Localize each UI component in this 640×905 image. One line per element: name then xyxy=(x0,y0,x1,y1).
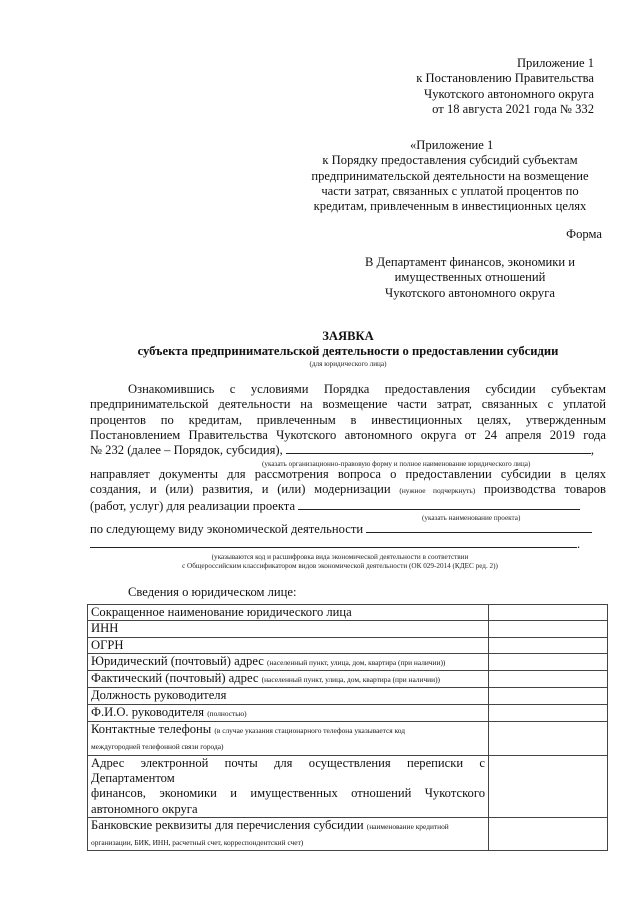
table-label-note: (наименование кредитной xyxy=(366,821,449,831)
table-value-cell[interactable] xyxy=(489,817,608,851)
table-label: Фактический (почтовый) адрес xyxy=(91,671,259,686)
table-label-cell xyxy=(88,817,489,851)
document-title xyxy=(90,329,606,369)
body-line-org xyxy=(90,443,606,458)
org-name-field[interactable] xyxy=(286,453,591,454)
body-text: (работ, услуг) для реализации проекта xyxy=(90,498,296,513)
table-row xyxy=(88,722,608,756)
table-row xyxy=(88,755,608,817)
body-line-project xyxy=(90,499,606,514)
table-label: Юридический (почтовый) адрес xyxy=(91,653,264,668)
table-label-note: (в случае указания стационарного телефона указывается код xyxy=(214,726,405,736)
table-value-cell[interactable] xyxy=(489,621,608,637)
table-label-note: организации, БИК, ИНН, расчетный счет, корреспондентский счет) xyxy=(91,838,304,848)
table-value-cell[interactable] xyxy=(489,704,608,721)
table-label-note: (полностью) xyxy=(207,708,247,718)
body-text: создания, и (или) развития, и (или) модернизации xyxy=(90,482,391,497)
table-row xyxy=(88,605,608,621)
body-paragraph-2 xyxy=(90,467,606,514)
recipient-block xyxy=(350,255,590,301)
table-label: ИНН xyxy=(88,621,489,637)
table-value-cell[interactable] xyxy=(489,653,608,670)
table-label-note: (населенный пункт, улица, дом, квартира (при наличии)) xyxy=(261,675,440,685)
table-label-cell xyxy=(88,653,489,670)
table-label: Банковские реквизиты для перечисления субсидии xyxy=(91,817,364,832)
table-row xyxy=(88,621,608,637)
table-value-cell[interactable] xyxy=(489,605,608,621)
table-value-cell[interactable] xyxy=(489,722,608,756)
procedure-header-line: «Приложение 1 xyxy=(410,138,494,152)
table-label: автономного округа xyxy=(91,801,198,816)
table-label-cell xyxy=(88,704,489,721)
procedure-header-line: предпринимательской деятельности на возмещение xyxy=(311,168,589,183)
project-name-field[interactable] xyxy=(298,509,580,510)
table-row xyxy=(88,704,608,721)
body-line: процентов по кредитам, привлеченным в инвестиционных целях, утвержденным xyxy=(90,412,606,427)
procedure-header-line: к Порядку предоставления субсидий субъектам xyxy=(322,153,578,168)
procedure-header xyxy=(300,138,600,214)
activity-note-line: (указываются код и расшифровка вида экономической деятельности в соответствии xyxy=(211,553,469,561)
table-value-cell[interactable] xyxy=(489,671,608,688)
legal-entity-table xyxy=(87,604,608,851)
table-value-cell[interactable] xyxy=(489,755,608,817)
body-line: предпринимательской деятельности на возмещение части затрат, связанных с уплатой xyxy=(90,397,606,412)
appendix-header-line: от 18 августа 2021 года № 332 xyxy=(432,101,594,116)
section-title: Сведения о юридическом лице: xyxy=(128,585,297,599)
body-text: по следующему виду экономической деятельности xyxy=(90,522,364,536)
appendix-header-line: к Постановлению Правительства xyxy=(416,71,594,86)
table-label-cell xyxy=(88,755,489,817)
table-value-cell[interactable] xyxy=(489,637,608,653)
appendix-header xyxy=(380,56,594,117)
body-text: производства товаров xyxy=(483,482,606,497)
table-label-cell xyxy=(88,722,489,756)
title-sub: субъекта предпринимательской деятельности о предоставлении субсидии xyxy=(137,344,559,359)
table-label-note: междугородней телефонной связи города) xyxy=(91,742,224,752)
appendix-header-line: Чукотского автономного округа xyxy=(424,86,594,101)
appendix-header-line: Приложение 1 xyxy=(516,56,594,70)
activity-note xyxy=(90,553,590,571)
table-label-note: (населенный пункт, улица, дом, квартира (при наличии)) xyxy=(267,657,446,667)
activity-field-continued[interactable] xyxy=(90,547,577,548)
table-label: Контактные телефоны xyxy=(91,722,212,737)
form-label: Форма xyxy=(566,227,602,241)
table-row xyxy=(88,653,608,670)
table-row xyxy=(88,688,608,704)
table-value-cell[interactable] xyxy=(489,688,608,704)
project-name-note: (указать наименование проекта) xyxy=(422,514,521,522)
recipient-line: Чукотского автономного округа xyxy=(385,285,555,300)
table-row xyxy=(88,637,608,653)
punctuation: , xyxy=(590,443,595,458)
table-row xyxy=(88,671,608,688)
body-line: Ознакомившись с условиями Порядка предоставления субсидии субъектам xyxy=(128,382,606,396)
title-main: ЗАЯВКА xyxy=(322,329,374,343)
body-line-purpose xyxy=(90,482,606,498)
table-label-cell xyxy=(88,671,489,688)
procedure-header-line: части затрат, связанных с уплатой процентов по xyxy=(321,183,579,198)
org-name-note: (указать организационно-правовую форму и полное наименование юридического лица) xyxy=(262,460,531,468)
table-label: Адрес электронной почты для осуществления переписки с Департаментом xyxy=(91,755,485,785)
punctuation: . xyxy=(577,537,581,551)
body-line: Постановлением Правительства Чукотского автономного округа от 24 апреля 2019 года xyxy=(90,427,606,442)
table-label: ОГРН xyxy=(88,637,489,653)
activity-line-2 xyxy=(90,537,606,552)
table-label: Сокращенное наименование юридического лица xyxy=(88,605,489,621)
body-text: № 232 (далее – Порядок, субсидия), xyxy=(90,443,283,458)
table-row xyxy=(88,817,608,851)
body-line: направляет документы для рассмотрения вопроса о предоставлении субсидии в целях xyxy=(90,467,606,481)
title-note: (для юридического лица) xyxy=(309,359,387,368)
table-label: Должность руководителя xyxy=(88,688,489,704)
activity-line xyxy=(90,522,606,537)
recipient-line: имущественных отношений xyxy=(394,270,546,285)
purpose-note: (нужное подчеркнуть) xyxy=(399,486,476,496)
procedure-header-line: кредитам, привлеченным в инвестиционных целях xyxy=(313,199,587,214)
recipient-line: В Департамент финансов, экономики и xyxy=(364,255,576,269)
table-label: финансов, экономики и имущественных отношений Чукотского xyxy=(91,786,485,801)
activity-note-line: с Общероссийским классификатором видов экономической деятельности (ОК 029-2014 (КДЕС ред. 2)) xyxy=(182,562,498,570)
table-label: Ф.И.О. руководителя xyxy=(91,704,205,719)
body-paragraph-1 xyxy=(90,382,606,458)
activity-field[interactable] xyxy=(366,532,592,533)
